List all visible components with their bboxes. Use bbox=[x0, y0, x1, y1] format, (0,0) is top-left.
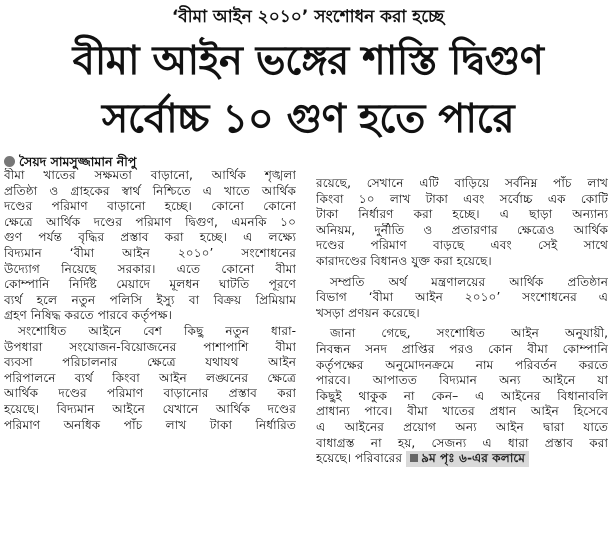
body-line: ব্যর্থ হলে নতুন পলিসি ইস্যু বা বিক্রয় প্রিমিয়াম bbox=[4, 292, 296, 307]
body-line: গুণ পর্যন্ত বৃদ্ধির প্রস্তাব করা হচ্ছে। এ লক্ষ্যে bbox=[4, 230, 296, 245]
body-line: উপধারা সংযোজন-বিয়োজনের পাশাপাশি বীমা bbox=[4, 339, 296, 354]
continuation-text: ৯ম পৃঃ ৬-এর কলামে bbox=[421, 451, 526, 466]
body-line: কারাদণ্ডের বিধানও যুক্ত করা হয়েছে। bbox=[316, 253, 492, 268]
body-line: পরিমাণ অনধিক পাঁচ লাখ টাকা নির্ধারিত bbox=[4, 417, 296, 432]
body-line: সংশোধিত আইনে বেশ কিছু নতুন ধারা- bbox=[18, 323, 296, 338]
body-line: দণ্ডের পরিমাণ বাড়ছে এবং সেই সাথে bbox=[316, 238, 608, 253]
body-line: কিছুই থাকুক না কেন– এ আইনের বিধানাবলি bbox=[316, 388, 608, 403]
headline-line-2: সর্বোচ্চ ১০ গুণ হতে পারে bbox=[101, 96, 515, 142]
body-line: বিভাগ ‘বীমা আইন ২০১০’ সংশোধনের এ bbox=[316, 290, 608, 305]
body-line: উদ্যোগ নিয়েছে সরকার। এতে কোনো বীমা bbox=[4, 261, 296, 276]
body-line: প্রাধান্য পাবে। বীমা খাতের প্রধান আইন হিসেবে bbox=[316, 404, 608, 419]
body-line-text: হয়েছে। পরিবারের bbox=[316, 451, 403, 466]
body-line: হয়েছে। বিদ্যমান আইনে যেখানে আর্থিক দণ্ডের bbox=[4, 401, 296, 416]
article-column-left bbox=[4, 168, 296, 433]
body-line: বিদ্যমান ‘বীমা আইন ২০১০’ সংশোধনের bbox=[4, 245, 296, 260]
body-line: আর্থিক দণ্ডের পরিমাণ বাড়ানোর প্রস্তাব করা bbox=[4, 386, 296, 401]
kicker: ‘বীমা আইন ২০১০’ সংশোধন করা হচ্ছে bbox=[171, 7, 445, 27]
body-line: বাধাগ্রস্ত না হয়, সেজন্য এ ধারা প্রস্তাব করা bbox=[316, 435, 608, 450]
body-line: সম্প্রতি অর্থ মন্ত্রণালয়ের আর্থিক প্রতিষ্ঠান bbox=[330, 274, 608, 289]
body-line: রয়েছে, সেখানে এটি বাড়িয়ে সর্বনিম্ন পাঁচ লাখ bbox=[316, 176, 608, 190]
body-line: নিবন্ধন সনদ প্রাপ্তির পরও কোন বীমা কোম্পানি bbox=[316, 341, 608, 356]
body-line: প্রতিষ্ঠা ও গ্রাহকের স্বার্থ নিশ্চিতে এ খাতে আর্থিক bbox=[4, 183, 296, 198]
body-line: পরিপালনে ব্যর্থ কিংবা আইন লঙ্ঘনের ক্ষেত্রে bbox=[4, 370, 296, 385]
headline-line-1: বীমা আইন ভঙ্গের শাস্তি দ্বিগুণ bbox=[72, 38, 544, 84]
body-line: দণ্ডের পরিমাণ বাড়ানো হচ্ছে। কোনো কোনো bbox=[4, 199, 296, 214]
body-line: কিংবা ১০ লাখ টাকা এবং সর্বোচ্চ এক কোটি bbox=[316, 191, 608, 206]
body-line: অনিয়ম, দুর্নীতি ও প্রতারণার ক্ষেত্রেও আর্থিক bbox=[316, 222, 608, 237]
byline-bullet-icon bbox=[4, 156, 15, 167]
body-line: কর্তৃপক্ষের অনুমোদনক্রমে নাম পরিবর্তন করতে bbox=[316, 357, 608, 372]
body-line: বীমা খাতের সক্ষমতা বাড়ানো, আর্থিক শৃঙ্খলা bbox=[4, 168, 296, 182]
body-line: টাকা নির্ধারণ করা হচ্ছে। এ ছাড়া অন্যান্য bbox=[316, 207, 608, 222]
byline-author: সৈয়দ সামসুজ্জামান নীপু bbox=[19, 154, 137, 169]
continuation-badge bbox=[406, 451, 529, 467]
body-line: ব্যবসা পরিচালনার ক্ষেত্রে যথাযথ আইন bbox=[4, 355, 296, 370]
body-line: এ আইনের প্রয়োগ অন্য আইন দ্বারা যাতে bbox=[316, 419, 608, 434]
body-line: পারবে। আপাতত বিদ্যমান অন্য আইনে যা bbox=[316, 373, 608, 388]
body-line: খসড়া প্রণয়ন করেছে। bbox=[316, 305, 420, 320]
article-column-right bbox=[316, 176, 608, 467]
square-icon bbox=[410, 454, 418, 462]
body-line-final bbox=[316, 451, 608, 467]
body-line: ক্ষেত্রে আর্থিক দণ্ডের পরিমাণ দ্বিগুণ, এমনকি ১০ bbox=[4, 214, 296, 229]
body-line: জানা গেছে, সংশোধিত আইন অনুযায়ী, bbox=[330, 326, 608, 341]
body-line: গ্রহণ নিষিদ্ধ করতে পারবে কর্তৃপক্ষ। bbox=[4, 308, 172, 323]
body-line: কোম্পানি নির্দিষ্ট মেয়াদে মূলধন ঘাটতি পূরণে bbox=[4, 277, 296, 292]
